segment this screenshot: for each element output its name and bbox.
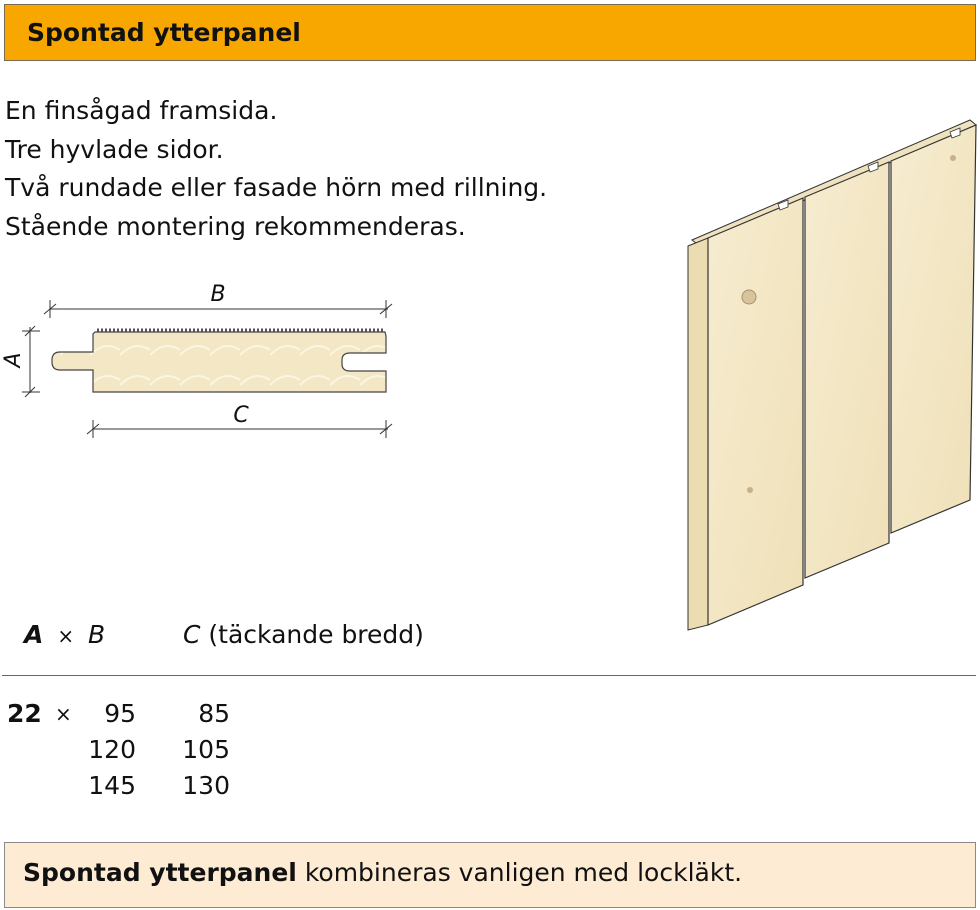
header-times: × bbox=[57, 624, 75, 648]
table-header bbox=[24, 620, 105, 649]
intro-line: Tre hyvlade sidor. bbox=[5, 134, 224, 164]
note-text bbox=[23, 858, 742, 887]
header-a: A bbox=[24, 620, 44, 649]
intro-line: Stående montering rekommenderas. bbox=[5, 211, 466, 241]
intro-text bbox=[5, 92, 547, 246]
thickness-value: 22 bbox=[7, 699, 42, 728]
header-b: B bbox=[88, 620, 106, 649]
table-cell-c: 85 bbox=[198, 699, 230, 728]
label-c: C bbox=[233, 403, 249, 428]
table-cell-b: 120 bbox=[88, 735, 136, 764]
label-a: A bbox=[1, 352, 26, 368]
table-cell-c: 130 bbox=[182, 771, 230, 800]
intro-line: Två rundade eller fasade hörn med rillning. bbox=[5, 173, 548, 202]
note-bold: Spontad ytterpanel bbox=[23, 858, 297, 887]
times-sign: × bbox=[55, 702, 72, 726]
table-cell-c: 105 bbox=[182, 735, 230, 764]
table-cell-b: 145 bbox=[88, 771, 136, 800]
table-cell-b: 95 bbox=[104, 699, 136, 728]
table-divider bbox=[2, 675, 976, 676]
header-bar bbox=[4, 4, 976, 61]
note-box bbox=[4, 842, 976, 908]
table-header-c bbox=[183, 620, 424, 649]
intro-line: En finsågad framsida. bbox=[5, 96, 278, 125]
header-c-desc: (täckande bredd) bbox=[208, 620, 424, 649]
page-title: Spontad ytterpanel bbox=[27, 18, 301, 47]
profile-cross-section-diagram bbox=[0, 270, 420, 450]
panel-illustration bbox=[680, 100, 980, 640]
label-b: B bbox=[210, 282, 226, 307]
note-body: kombineras vanligen med lockläkt. bbox=[296, 858, 743, 887]
header-c: C bbox=[183, 620, 201, 649]
